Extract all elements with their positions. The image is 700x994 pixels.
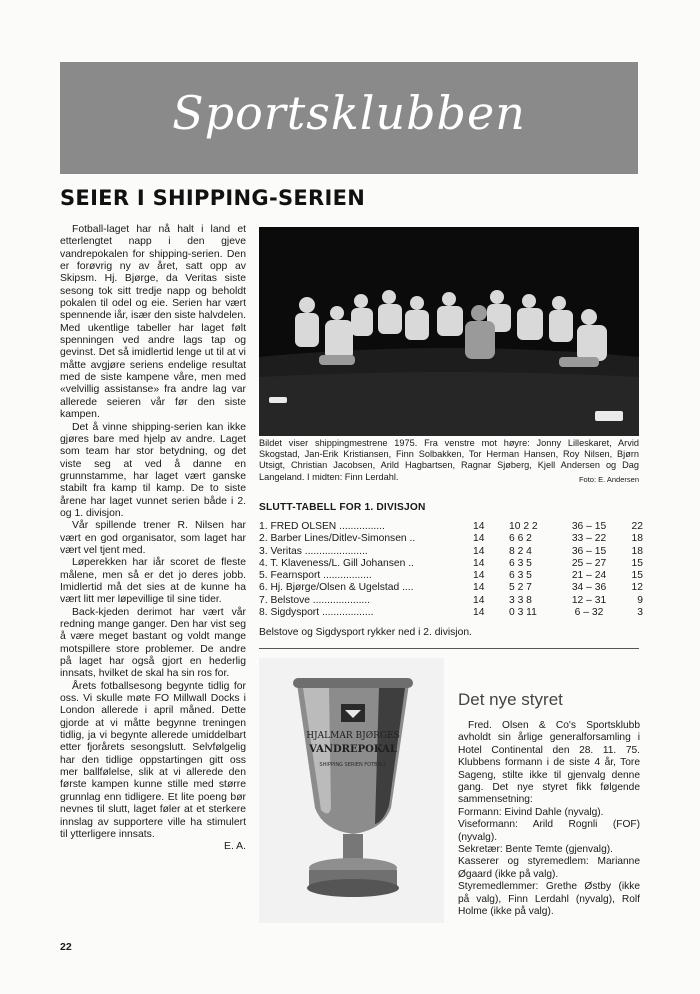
article-body [60,224,246,854]
table-row [259,558,643,570]
article-paragraph: Årets fotballsesong begynte tidlig for oss. Vi skulle møte FO Millwall Docks i London allerede i april måned. Dette gjorde at vi måtte begynne treningen tidlig, ja vi begynte allerede umiddelbart etter fjorårets sesongslutt. Selvfølgelig har den tidlige oppstartingen gitt oss mer ballfølelse, slik at vi allerede den første kampen kunne stille med større grunnlag enn tidligere. Et lite poeng bør nevnes til slutt, laget føler at et sterkere innslag av supportere ville ha stimulert til ytterligere innsats. [60,680,246,840]
win-draw-loss: 6 3 5 [509,557,532,569]
board-line: Kasserer og styremedlem: Marianne Øgaard (ikke på valg). [458,856,640,880]
table-row [259,546,643,558]
caption-text: Bildet viser shippingmestrene 1975. Fra venstre mot høyre: Jonny Lilleskaret, Arvid Skogstad, Jan-Erik Kristiansen, Finn Solbakken, Tor Herman Hansen, Roy Nilsen, Bjørn Utsigt, Christian Jacobsen, Arild Hagbartsen, Ragnar Sjøberg, Kjell Andersen og Dag Langeland. I midten: Finn Lerdahl. [259,438,639,482]
table-row [259,595,643,607]
board-line: Sekretær: Bente Temte (gjenvalg). [458,844,613,856]
goal-record: 36 – 15 [571,521,607,532]
article-paragraph: Vår spillende trener R. Nilsen har vært en god organisator, som laget har vært vel tjent med. [60,520,246,556]
article-headline: SEIER I SHIPPING-SERIEN [60,186,366,210]
team-name: 1. FRED OLSEN ................ [259,521,385,532]
relegation-note: Belstove og Sigdysport rykker ned i 2. divisjon. [259,627,472,638]
table-row [259,582,643,594]
trophy-photo [259,658,444,923]
win-draw-loss: 6 6 2 [509,533,532,545]
points: 15 [631,557,643,569]
article-paragraph: Back-kjeden derimot har vært vår redning mange ganger. Den har vist seg å være meget bastant og voldt mange motspillere store problemer. De andre på laget har også gjort en hederlig innsats, hvilket de skal ha sin ros for. [60,606,246,680]
divider [259,648,639,649]
matches-played: 14 [473,607,485,619]
matches-played: 14 [473,533,485,545]
board-intro: Fred. Olsen & Co's Sportsklubb avholdt sin årlige generalforsamling i Hotel Continental den 28. 11. 75. Klubbens formann i de siste 4 år, Tore Sageng, stilte ikke til gjenvalg denne gang. Det nye styret fikk følgende sammensetning: [458,720,640,806]
trophy-engraving-2: VANDREPOKAL [309,744,397,755]
win-draw-loss: 6 3 5 [509,570,532,582]
trophy-engraving-3: SHIPPING SERIEN FOTBALL [319,762,387,768]
board-line: Viseformann: Arild Rognli (FOF) (nyvalg). [458,819,640,843]
team-name: 6. Hj. Bjørge/Olsen & Ugelstad .... [259,582,414,594]
goal-record: 34 – 36 [571,582,607,594]
article-paragraph: Fotball-laget har nå halt i land et etterlengtet napp i den gjeve vandrepokalen for shipping-serien. Den er forøvrig ny av året, satt opp av Skipsm. Hj. Bjørge, da Veritas siste sesong tok sitt tredje napp og beholdt pokalen til odel og eie. Serien har vært spennende iår, især den siste halvdelen. Med ukentlige tabeller har laget følt spenningen ved andre lags tap og gevinst. Det så imidlertid lenge ut til at vi måtte avgjøre seriens endelige resultat med de siste kampene våre, men med «velvillig assistanse» fra andre lag var allerede seieren vår før den siste kampen. [60,224,246,421]
matches-played: 14 [473,521,485,532]
matches-played: 14 [473,570,485,582]
article-paragraph: Det å vinne shipping-serien kan ikke gjøres bare med hjelp av andre. Laget som team har stor betydning, og det viste seg at ved å danne en grunnstamme, har laget vært ganske stabilt fra kamp til kamp. De to siste årene har laget vunnet serien både i 2. og 1. divisjon. [60,421,246,519]
goal-record: 25 – 27 [571,557,607,569]
points: 12 [631,582,643,594]
table-row [259,607,643,619]
points: 22 [631,521,643,532]
standings-table [259,521,643,619]
team-name: 4. T. Klaveness/L. Gill Johansen .. [259,557,414,569]
team-name: 7. Belstove .................... [259,594,371,606]
points: 3 [637,607,643,619]
table-row [259,533,643,545]
points: 18 [631,533,643,545]
matches-played: 14 [473,594,485,606]
win-draw-loss: 0 3 11 [509,607,537,619]
matches-played: 14 [473,545,485,557]
team-name: 2. Barber Lines/Ditlev-Simonsen .. [259,533,416,545]
table-row [259,521,643,533]
goal-record: 33 – 22 [571,533,607,545]
table-row [259,570,643,582]
goal-record: 6 – 32 [574,607,604,619]
matches-played: 14 [473,582,485,594]
photo-credit: Foto: E. Andersen [578,474,639,484]
team-name: 8. Sigdysport .................. [259,607,374,619]
win-draw-loss: 5 2 7 [509,582,532,594]
team-name: 5. Fearnsport ................. [259,570,372,582]
photo-caption [259,438,639,485]
points: 18 [631,545,643,557]
team-photo-illustration [259,227,639,436]
board-line: Styremedlemmer: Grethe Østby (ikke på valg), Finn Lerdahl (nyvalg), Rolf Holme (ikke på valg). [458,881,640,918]
win-draw-loss: 3 3 8 [509,594,532,606]
goal-record: 21 – 24 [571,570,607,582]
points: 15 [631,570,643,582]
page-number: 22 [60,941,72,953]
board-heading: Det nye styret [458,690,563,709]
team-name: 3. Veritas ...................... [259,545,368,557]
points: 9 [637,594,643,606]
goal-record: 36 – 15 [571,545,607,557]
trophy-engraving-1: HJALMAR BJØRGES [306,731,400,741]
team-photo [259,227,639,436]
goal-record: 12 – 31 [571,594,607,606]
win-draw-loss: 10 2 2 [509,521,538,532]
section-banner [60,62,638,174]
board-body [458,720,640,919]
article-signature: E. A. [224,841,246,853]
board-line: Formann: Eivind Dahle (nyvalg). [458,806,604,818]
matches-played: 14 [473,557,485,569]
trophy-illustration [259,658,444,923]
standings-title: SLUTT-TABELL FOR 1. DIVISJON [259,502,426,513]
win-draw-loss: 8 2 4 [509,545,532,557]
article-paragraph: Løperekken har iår scoret de fleste målene, men så er det jo deres jobb. Imidlertid må det sies at de kunne ha vært litt mer løpevillige til sine tider. [60,557,246,606]
section-title: Sportsklubben [172,86,526,140]
